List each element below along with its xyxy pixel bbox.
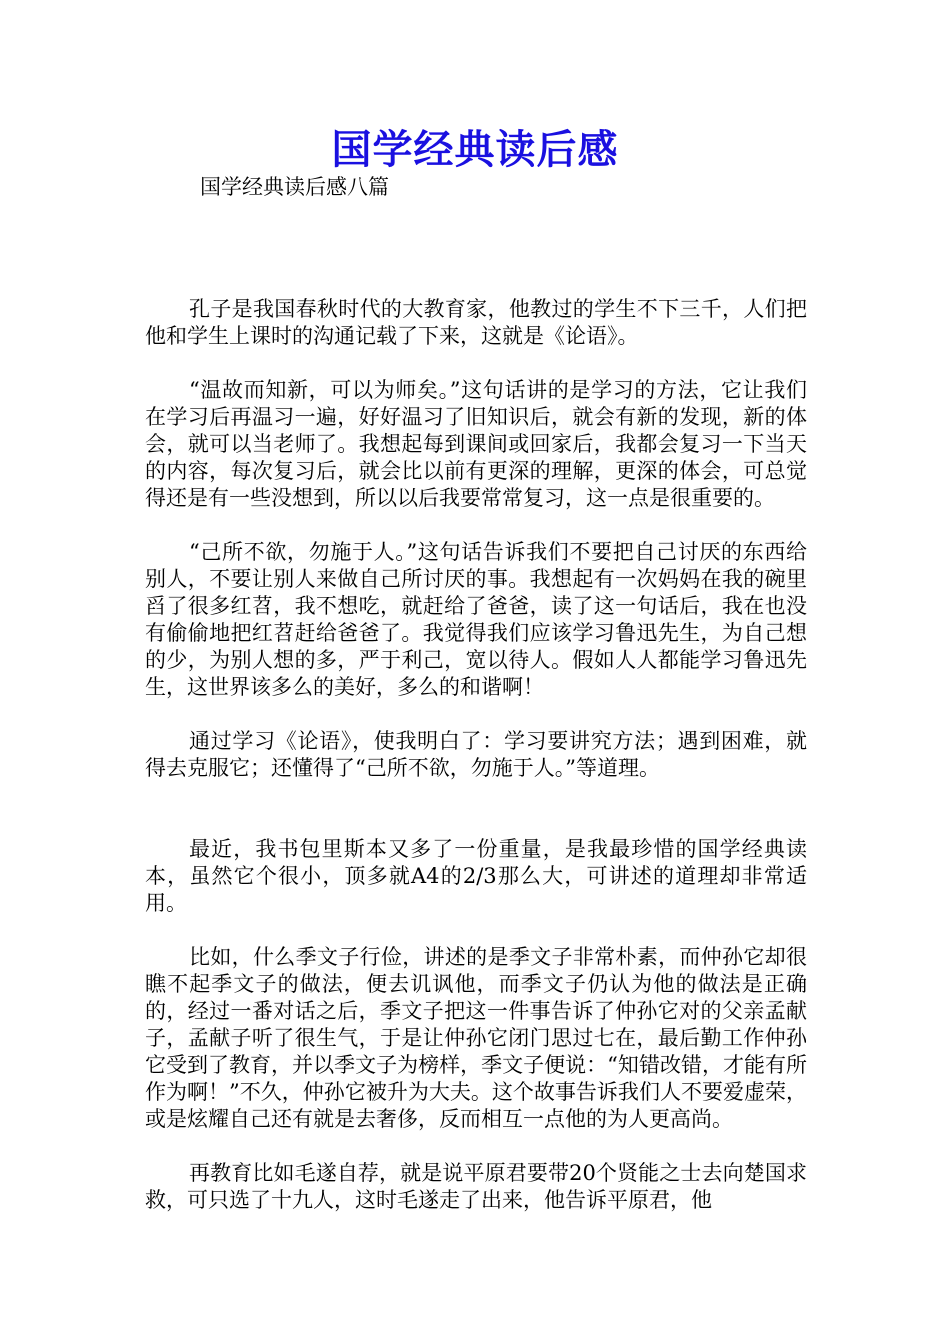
paragraph: 再教育比如毛遂自荐，就是说平原君要带20个贤能之士去向楚国求救，可只选了十九人，这时毛遂走了出来，他告诉平原君，他 xyxy=(145,1161,807,1212)
document-body xyxy=(145,296,807,1214)
paragraph: 通过学习《论语》，使我明白了：学习要讲究方法；遇到困难，就得去克服它；还懂得了“己所不欲，勿施于人。”等道理。 xyxy=(145,729,807,780)
paragraph: “温故而知新，可以为师矣。”这句话讲的是学习的方法，它让我们在学习后再温习一遍，好好温习了旧知识后，就会有新的发现，新的体会，就可以当老师了。我想起每到课间或回家后，我都会复习一下当天的内容，每次复习后，就会比以前有更深的理解，更深的体会，可总觉得还是有一些没想到，所以以后我要常常复习，这一点是很重要的。 xyxy=(145,378,807,510)
document-title: 国学经典读后感 xyxy=(331,126,619,173)
section-divider xyxy=(145,782,807,836)
paragraph: 比如，什么季文子行俭，讲述的是季文子非常朴素，而仲孙它却很瞧不起季文子的做法，便去讥讽他，而季文子仍认为他的做法是正确的，经过一番对话之后，季文子把这一件事告诉了仲孙它对的父亲孟献子，孟献子听了很生气，于是让仲孙它闭门思过七在，最后勤工作仲孙它受到了教育，并以季文子为榜样，季文子便说：“知错改错，才能有所作为啊！”不久，仲孙它被升为大夫。这个故事告诉我们人不要爱虚荣，或是炫耀自己还有就是去奢侈，反而相互一点他的为人更高尚。 xyxy=(145,945,807,1131)
paragraph: 最近，我书包里斯本又多了一份重量，是我最珍惜的国学经典读本，虽然它个很小，顶多就A4的2/3那么大，可讲述的道理却非常适用。 xyxy=(145,837,807,915)
document-subtitle: 国学经典读后感八篇 xyxy=(200,175,389,199)
paragraph: “己所不欲，勿施于人。”这句话告诉我们不要把自己讨厌的东西给别人，不要让别人来做自己所讨厌的事。我想起有一次妈妈在我的碗里舀了很多红苕，我不想吃，就赶给了爸爸，读了这一句话后，我在也没有偷偷地把红苕赶给爸爸了。我觉得我们应该学习鲁迅先生，为自己想的少，为别人想的多，严于利己，宽以待人。假如人人都能学习鲁迅先生，这世界该多么的美好，多么的和谐啊！ xyxy=(145,540,807,699)
paragraph: 孔子是我国春秋时代的大教育家，他教过的学生不下三千，人们把他和学生上课时的沟通记载了下来，这就是《论语》。 xyxy=(145,297,807,348)
